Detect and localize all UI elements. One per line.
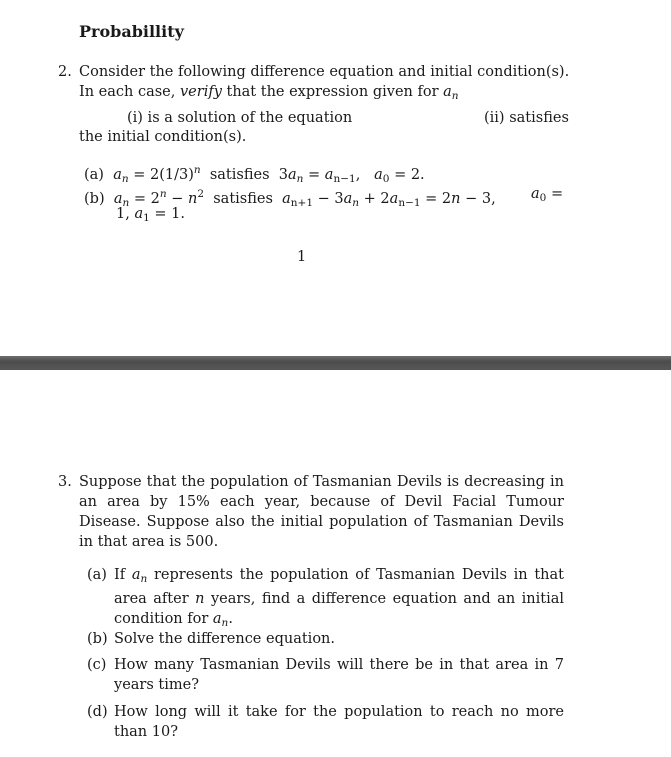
question-2-line-2: In each case, verify that the expression given for $a_n$ [79, 84, 459, 102]
question-2b-line-2: 1, $a_1 = 1$. [116, 206, 185, 224]
section-title: Probabillity [79, 22, 184, 41]
question-3c-text: How many Tasmanian Devils will there be in that area in 7 years time? [114, 657, 564, 693]
question-2b-a0: $a_0$ = [531, 186, 564, 204]
question-2-item-i: (i) is a solution of the equation [127, 110, 353, 126]
question-3b-text: Solve the difference equation. [114, 631, 335, 647]
page-number: 1 [297, 249, 307, 265]
question-2-line-4: the initial condition(s). [79, 129, 247, 145]
question-3d-text: How long will it take for the population to reach no more than 10? [114, 704, 564, 740]
question-2b-line-1: (b) $a_n = 2^n - n^2$ satisfies $a_{n+1} - 3a_n + 2a_{n-1} = 2n - 3$, [84, 188, 496, 209]
question-2-line-1: Consider the following difference equation and initial condition(s). [79, 64, 570, 80]
question-3-text: Suppose that the population of Tasmanian Devils is decreasing in an area by 15% each year, because of Devil Facial Tumour Disease. Suppose also the initial population of Tasmanian Devils in that area is 500. [79, 474, 564, 550]
question-3d-label: (d) [87, 704, 108, 720]
question-3-number: 3. [58, 474, 72, 490]
question-3a-text: If $a_n$ represents the population of Tasmanian Devils in that area after n years, find a difference equation and an initial condition for $a_n$. [114, 567, 564, 629]
question-3b-label: (b) [87, 631, 108, 647]
question-2-number: 2. [58, 64, 72, 80]
question-2-item-ii: (ii) satisfies [484, 110, 569, 126]
question-3c-label: (c) [87, 657, 107, 673]
question-2a: (a) $a_n = 2(1/3)^n$ satisfies $3a_n = a_{n-1}$, $a_0 = 2$. [84, 164, 425, 185]
page-divider [0, 356, 671, 370]
question-3a-label: (a) [87, 567, 107, 583]
